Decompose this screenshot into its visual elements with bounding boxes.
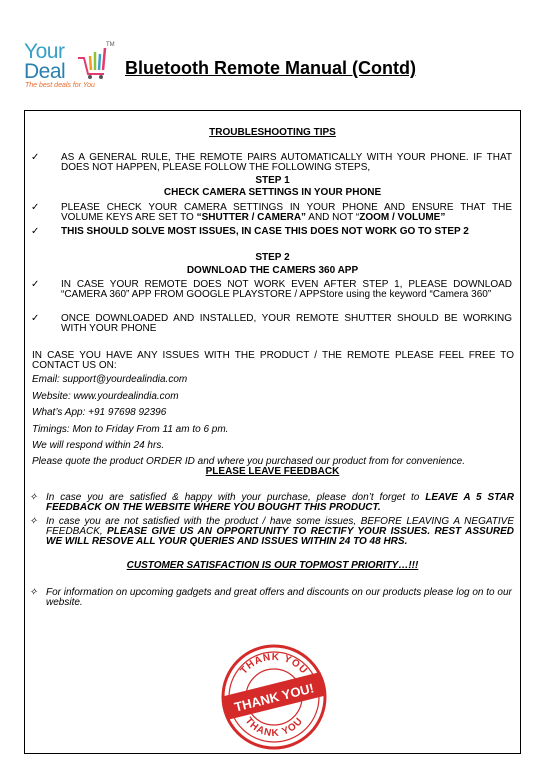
troubleshooting-heading: TROUBLESHOOTING TIPS	[209, 127, 336, 138]
contact-respond: We will respond within 24 hrs.	[32, 440, 165, 451]
list-item-installed: ✓ ONCE DOWNLOADED AND INSTALLED, YOUR REMOTE SHUTTER SHOULD BE WORKING WITH YOUR PHONE	[31, 313, 512, 334]
stamp-center-text: THANK YOU!	[232, 680, 316, 715]
logo-tagline: The best deals for You	[25, 82, 95, 89]
logo-word-deal: Deal	[24, 60, 66, 83]
stamp-top-text: THANK YOU	[238, 651, 310, 677]
list-item-upcoming: ✧ For information on upcoming gadgets and great offers and discounts on our products please log on to our website.	[29, 587, 512, 608]
shopping-cart-icon	[76, 44, 108, 80]
svg-text:THANK YOU	[238, 652, 309, 677]
contact-intro: IN CASE YOU HAVE ANY ISSUES WITH THE PRODUCT / THE REMOTE PLEASE FEEL FREE TO CONTACT US ON:	[32, 350, 514, 371]
logo-word-your: Your	[24, 40, 65, 63]
yourdeal-logo	[24, 40, 114, 92]
step2-label: STEP 2	[255, 252, 290, 263]
list-item-check-camera: ✓ PLEASE CHECK YOUR CAMERA SETTINGS IN YOUR PHONE AND ENSURE THAT THE VOLUME KEYS ARE SET TO “SHUTTER / CAMERA” AND NOT “ZOOM / VOLUME”	[31, 202, 512, 223]
thank-you-stamp	[221, 644, 327, 750]
list-item-download-app: ✓ IN CASE YOUR REMOTE DOES NOT WORK EVEN AFTER STEP 1, PLEASE DOWNLOAD “CAMERA 360” APP FROM GOOGLE PLAYSTORE / APPStore using the keyword “Camera 360”	[31, 279, 512, 300]
checkmark-icon: ✓	[31, 279, 40, 290]
list-item-general-rule: ✓ AS A GENERAL RULE, THE REMOTE PAIRS AUTOMATICALLY WITH YOUR PHONE. IF THAT DOES NOT HAPPEN, PLEASE FOLLOW THE FOLLOWING STEPS,	[31, 152, 512, 173]
contact-timings: Timings: Mon to Friday From 11 am to 6 pm.	[32, 424, 229, 435]
contact-email[interactable]: Email: support@yourdealindia.com	[32, 374, 188, 385]
page-title: Bluetooth Remote Manual (Contd)	[125, 58, 416, 78]
checkmark-icon: ✓	[31, 226, 40, 237]
diamond-bullet-icon: ✧	[29, 516, 38, 527]
manual-content-box	[24, 110, 521, 754]
checkmark-icon: ✓	[31, 202, 40, 213]
customer-priority: CUSTOMER SATISFACTION IS OUR TOPMOST PRIORITY…!!!	[126, 560, 419, 571]
contact-whatsapp: What’s App: +91 97698 92396	[32, 407, 167, 418]
contact-website[interactable]: Website: www.yourdealindia.com	[32, 391, 179, 402]
checkmark-icon: ✓	[31, 152, 40, 163]
list-item-resolve: ✓ THIS SHOULD SOLVE MOST ISSUES, IN CASE THIS DOES NOT WORK GO TO STEP 2	[31, 226, 469, 237]
diamond-bullet-icon: ✧	[29, 492, 38, 503]
logo-trademark: TM	[106, 42, 115, 48]
feedback-heading: PLEASE LEAVE FEEDBACK	[205, 466, 340, 477]
step2-title: DOWNLOAD THE CAMERS 360 APP	[186, 265, 359, 276]
step1-title: CHECK CAMERA SETTINGS IN YOUR PHONE	[163, 187, 382, 198]
stamp-bottom-text: THANK YOU	[242, 715, 306, 740]
diamond-bullet-icon: ✧	[29, 587, 38, 598]
list-item-not-satisfied: ✧ In case you are not satisfied with the product / have some issues, BEFORE LEAVING A NEGATIVE FEEDBACK, PLEASE GIVE US AN OPPORTUNITY TO RECTIFY YOUR ISSUES. REST ASSURED WE WILL RESOVE ALL YOUR QUERIES AND ISSUES WITHIN 24 TO 48 HRS.	[29, 516, 515, 547]
step1-label: STEP 1	[255, 175, 290, 186]
checkmark-icon: ✓	[31, 313, 40, 324]
contact-quote: Please quote the product ORDER ID and where you purchased our product from for convenience.	[32, 456, 466, 467]
list-item-satisfied: ✧ In case you are satisfied & happy with your purchase, please don’t forget to LEAVE A 5 STAR FEEDBACK ON THE WEBSITE WHERE YOU BOUGHT THIS PRODUCT.	[29, 492, 514, 513]
